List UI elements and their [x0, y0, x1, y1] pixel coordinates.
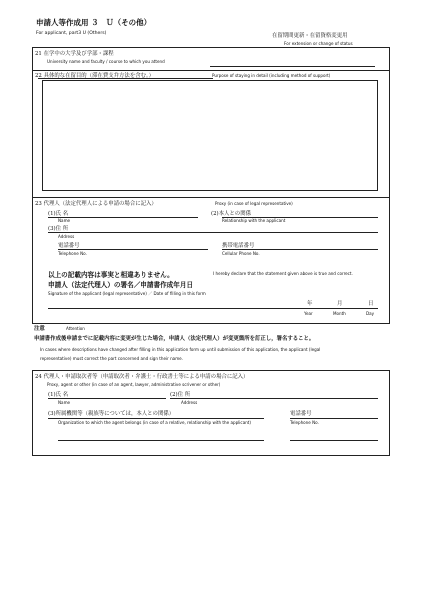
attention-label-en: Attention — [66, 326, 85, 331]
item23-phone-label: 電話番号 — [58, 243, 80, 249]
signature-label-en: Signature of the applicant (legal representative) ／ Date of filling in this form — [48, 291, 206, 296]
year-label: 年 — [307, 301, 313, 307]
item23-address-label-en: Address — [58, 234, 75, 239]
item23-relationship-input-line[interactable] — [222, 217, 378, 218]
day-label-en: Day — [366, 311, 375, 316]
item24-phone-label-en: Telephone No. — [290, 420, 319, 425]
item24-org-label: (3)所属機関等（親族等については，本人との関係） — [48, 411, 175, 417]
item23-phone-input-line[interactable] — [58, 249, 208, 250]
item23-name-label: (1)氏 名 — [48, 211, 69, 217]
item24-name-label: (1)氏 名 — [48, 392, 69, 398]
attention-text: 申請書作成後申請までに記載内容に変更が生じた場合，申請人（法定代理人）が変更箇所を訂正し，署名すること。 — [34, 336, 315, 342]
divider-22-23 — [32, 197, 390, 198]
signature-input-line[interactable] — [48, 308, 378, 309]
item21-input-line[interactable] — [210, 66, 375, 67]
declaration-text: 以上の記載内容は事実と相違ありません。 — [48, 271, 174, 279]
item23-relationship-label-en: Relationship with the applicant — [222, 218, 286, 223]
item24-org-value-line[interactable] — [58, 440, 264, 441]
item23-address-input-line[interactable] — [48, 232, 378, 233]
item23-address-label: (3)住 所 — [48, 226, 69, 232]
item23-name-input-line[interactable] — [48, 217, 198, 218]
year-label-en: Year — [304, 311, 313, 316]
item22-label: 22 具体的な在留目的（滞在費支弁方法を含む。） — [35, 73, 155, 79]
item24-org-label-en: Organization to which the agent belongs (in case of a relative, relationship with the applicant) — [58, 420, 251, 425]
item23-phone-label-en: Telephone No. — [58, 251, 87, 256]
item23-cell-label-en: Cellular Phone No. — [222, 251, 260, 256]
item24-label-en: Proxy, agent or other (in case of an agent, lawyer, administrative scrivener or other) — [47, 382, 221, 387]
item23-cell-input-line[interactable] — [222, 249, 378, 250]
item24-address-label-en: Address — [181, 400, 198, 405]
item23-label: 23 代理人（法定代理人による申請の場合に記入） — [35, 201, 157, 207]
item21-sublabel: University name and faculty / course to which you attend — [47, 59, 165, 64]
item24-address-label: (2)住 所 — [170, 392, 191, 398]
item24-name-input-line[interactable] — [48, 398, 166, 399]
attention-text-en-1: In cases where descriptions have changed after filling in this application form up until submission of this application, the applicant (legal — [40, 347, 321, 352]
item24-phone-value-line[interactable] — [290, 440, 378, 441]
form-subtitle: For applicant, part3 U (Others) — [36, 31, 107, 36]
item21-label: 21 在学中の大学及び学部・課程 — [35, 51, 114, 57]
item23-cell-label: 携帯電話番号 — [222, 243, 255, 249]
attention-label: 注意 — [34, 326, 45, 332]
form-purpose-subtitle: For extension or change of status — [284, 41, 353, 46]
item24-address-input-line[interactable] — [170, 398, 378, 399]
item24-org-input-line[interactable] — [48, 418, 264, 419]
attention-text-en-2: representative) must correct the part concerned and sign their name. — [40, 356, 183, 361]
item22-sublabel: Purpose of staying in detail (including method of support) — [212, 73, 331, 78]
item24-name-label-en: Name — [58, 400, 71, 405]
item23-name-label-en: Name — [58, 218, 71, 223]
item24-phone-label: 電話番号 — [290, 411, 312, 417]
form-title: 申請人等作成用 ３ Ｕ（その他） — [36, 18, 152, 27]
purpose-textarea[interactable] — [42, 80, 378, 191]
day-label: 日 — [368, 301, 374, 307]
item23-label-en: Proxy (in case of legal representative) — [215, 201, 293, 206]
item24-phone-input-line[interactable] — [290, 418, 378, 419]
item22-label-underline — [38, 78, 213, 79]
form-purpose-title: 在留期間更新・在留資格変更用 — [272, 33, 348, 39]
month-label: 月 — [337, 301, 343, 307]
month-label-en: Month — [333, 311, 346, 316]
signature-label: 申請人（法定代理人）の署名／申請書作成年月日 — [48, 281, 194, 289]
item24-label: 24 代理人・申請取次者等（申請取次者・弁護士・行政書士等による申請の場合に記入） — [35, 374, 249, 380]
declaration-text-en: I hereby declare that the statement given above is true and correct. — [213, 271, 353, 276]
item23-relationship-label: (2)本人との関係 — [211, 211, 251, 217]
